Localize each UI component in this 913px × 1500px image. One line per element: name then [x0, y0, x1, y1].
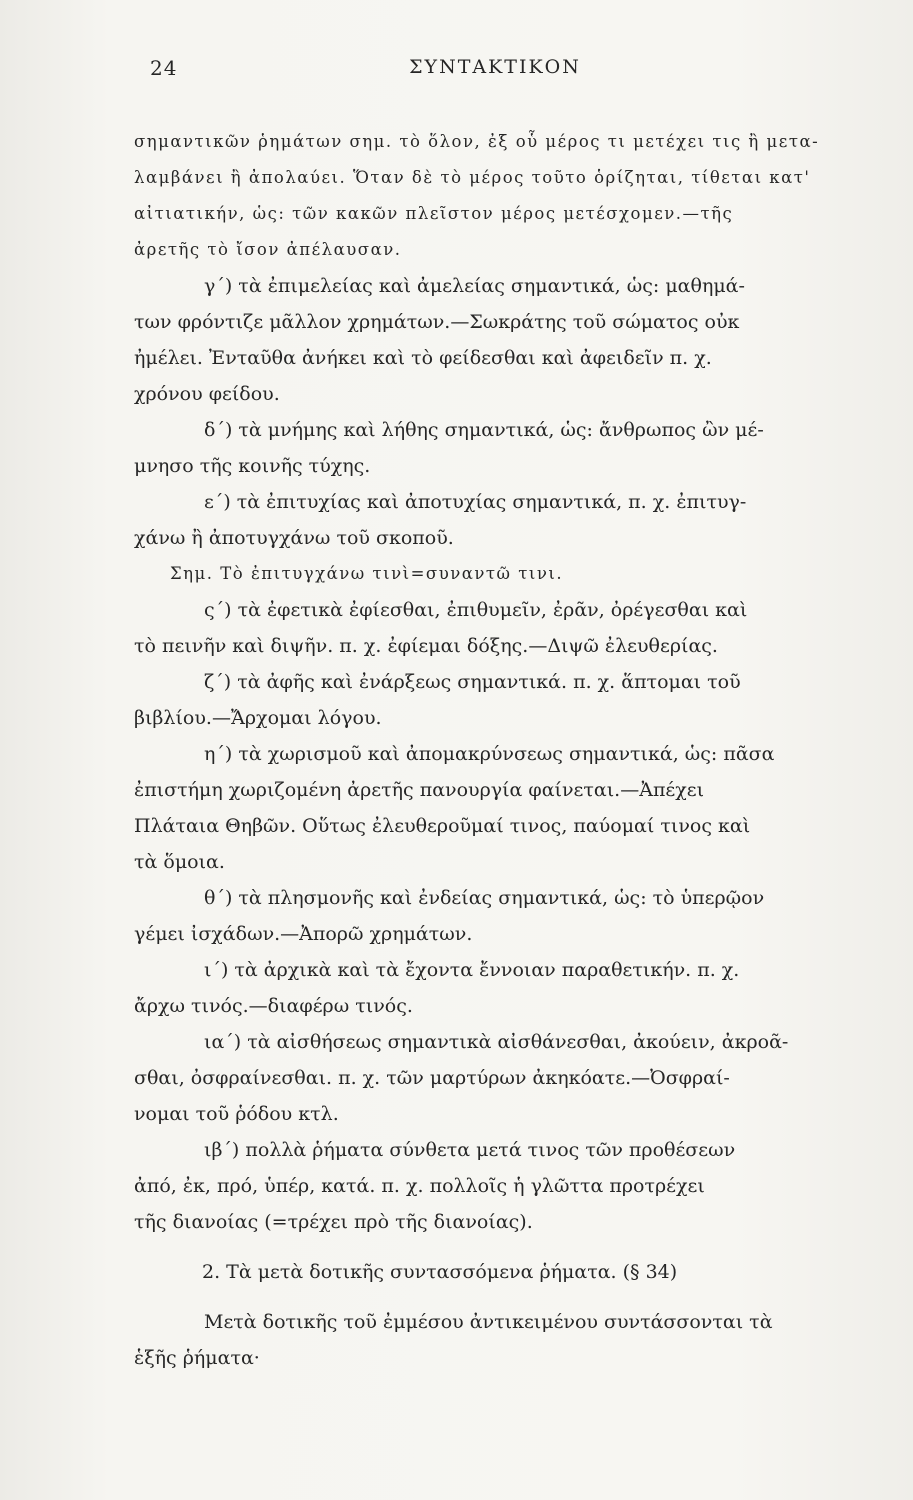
text-line: ιβ΄) πολλὰ ῥήματα σύνθετα μετά τινος τῶν προθέσεων — [204, 1139, 736, 1161]
text-line: χρόνου φείδου. — [134, 383, 280, 405]
text-line: λαμβάνει ἢ ἀπολαύει. Ὅταν δὲ τὸ μέρος τοῦτο ὁρίζηται, τίθεται κατ' — [134, 168, 811, 187]
text-line: ε΄) τὰ ἐπιτυχίας καὶ ἀποτυχίας σημαντικά, π. χ. ἐπιτυγ- — [204, 491, 747, 513]
text-line: ἄρχω τινός.—διαφέρω τινός. — [134, 995, 413, 1017]
text-line: τῆς διανοίας (=τρέχει πρὸ τῆς διανοίας). — [134, 1211, 533, 1233]
text-line: μνησο τῆς κοινῆς τύχης. — [134, 455, 371, 477]
page-header — [150, 56, 840, 96]
text-line: τὰ ὅμοια. — [134, 851, 225, 873]
body-text — [134, 124, 854, 1376]
text-line: τὸ πεινῆν καὶ διψῆν. π. χ. ἐφίεμαι δόξης.—Διψῶ ἐλευθερίας. — [134, 635, 718, 657]
text-line: των φρόντιζε μᾶλλον χρημάτων.—Σωκράτης τοῦ σώματος οὐκ — [134, 311, 740, 333]
text-line: ς΄) τὰ ἐφετικὰ ἐφίεσθαι, ἐπιθυμεῖν, ἐρᾶν, ὀρέγεσθαι καὶ — [204, 599, 748, 621]
text-line: σθαι, ὀσφραίνεσθαι. π. χ. τῶν μαρτύρων ἀκηκόατε.—Ὀσφραί- — [134, 1067, 730, 1089]
text-line: χάνω ἢ ἀποτυγχάνω τοῦ σκοποῦ. — [134, 527, 454, 549]
text-line: ἀρετῆς τὸ ἴσον ἀπέλαυσαν. — [134, 240, 402, 259]
page-number: 24 — [150, 56, 178, 80]
text-line: σημαντικῶν ῥημάτων σημ. τὸ ὅλον, ἐξ οὗ μέρος τι μετέχει τις ἢ μετα- — [134, 132, 820, 151]
text-line: γ΄) τὰ ἐπιμελείας καὶ ἀμελείας σημαντικά, ὡς: μαθημά- — [204, 275, 745, 297]
section-heading: 2. Τὰ μετὰ δοτικῆς συντασσόμενα ῥήματα. (§ 34) — [202, 1261, 678, 1283]
text-line: ζ΄) τὰ ἀφῆς καὶ ἐνάρξεως σημαντικά. π. χ. ἅπτομαι τοῦ — [204, 671, 741, 693]
text-line: δ΄) τὰ μνήμης καὶ λήθης σημαντικά, ὡς: ἄνθρωπος ὢν μέ- — [204, 419, 764, 441]
text-line: η΄) τὰ χωρισμοῦ καὶ ἀπομακρύνσεως σημαντικά, ὡς: πᾶσα — [204, 743, 775, 765]
text-line: γέμει ἰσχάδων.—Ἀπορῶ χρημάτων. — [134, 923, 473, 945]
text-line: ἀπό, ἐκ, πρό, ὑπέρ, κατά. π. χ. πολλοῖς ἡ γλῶττα προτρέχει — [134, 1175, 705, 1197]
note-line: Σημ. Τὸ ἐπιτυγχάνω τινὶ=συναντῶ τινι. — [170, 564, 564, 583]
text-line: θ΄) τὰ πλησμονῆς καὶ ἐνδείας σημαντικά, ὡς: τὸ ὑπερῷον — [204, 887, 765, 909]
text-line: ι΄) τὰ ἀρχικὰ καὶ τὰ ἔχοντα ἔννοιαν παραθετικήν. π. χ. — [204, 959, 740, 981]
text-line: βιβλίου.—Ἄρχομαι λόγου. — [134, 707, 382, 729]
text-line: Μετὰ δοτικῆς τοῦ ἐμμέσου ἀντικειμένου συντάσσονται τὰ — [204, 1311, 773, 1333]
running-title: ΣΥΝΤΑΚΤΙΚΟΝ — [409, 56, 581, 78]
text-line: Πλάταια Θηβῶν. Οὕτως ἐλευθεροῦμαί τινος, παύομαί τινος καὶ — [134, 815, 751, 837]
text-line: αἰτιατικήν, ὡς: τῶν κακῶν πλεῖστον μέρος μετέσχομεν.—τῆς — [134, 204, 734, 223]
text-line: ἠμέλει. Ἐνταῦθα ἀνήκει καὶ τὸ φείδεσθαι καὶ ἀφειδεῖν π. χ. — [134, 347, 712, 369]
text-line: νομαι τοῦ ῥόδου κτλ. — [134, 1103, 339, 1125]
text-line: ια΄) τὰ αἰσθήσεως σημαντικὰ αἰσθάνεσθαι, ἀκούειν, ἀκροᾶ- — [204, 1031, 789, 1053]
text-line: ἐπιστήμη χωριζομένη ἀρετῆς πανουργία φαίνεται.—Ἀπέχει — [134, 779, 705, 801]
text-line: ἑξῆς ῥήματα· — [134, 1347, 260, 1369]
